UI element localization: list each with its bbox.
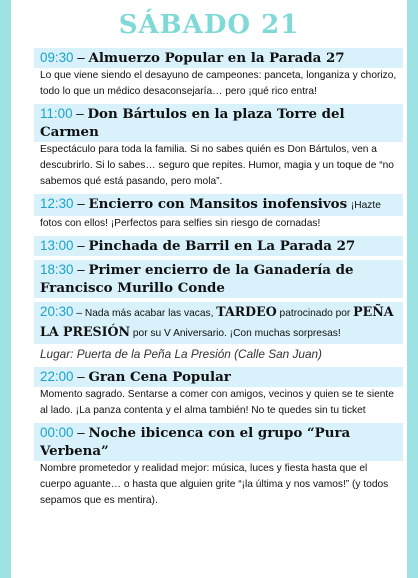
event-header [34,236,403,256]
event-description: fotos con ellos! ¡Perfectos para selfies sin riesgo de cornadas! [40,218,321,229]
dash: – [77,369,85,384]
event-description: Nombre prometedor y realidad mejor: música, luces y fiesta hasta que el cuerpo aguante… o hasta que alguien grite “¡la última y nos vamos!” (y todos sepamos que es mentira). [40,463,389,506]
event-time: 13:00 [40,238,74,253]
dash: – [77,425,85,440]
event-description: Lo que viene siendo el desayuno de campeones: panceta, longaniza y chorizo, todo lo que un médico desaconsejaría… pero ¡qué rico entra! [40,70,397,97]
event-inline-text: ¡Hazte [350,200,381,211]
event-time: 22:00 [40,369,74,384]
event-description: Espectáculo para toda la familia. Si no sabes quién es Don Bártulos, ven a descubrirlo. Si lo sabes… seguro que repites. Humor, magia y un toque de “no sabemos qué está pasando, pero mola”. [40,144,394,187]
event-name: Pinchada de Barril en La Parada 27 [88,238,356,254]
tardeo-label: TARDEO [216,304,277,319]
event-name: Almuerzo Popular en la Parada 27 [88,50,345,66]
event-header [34,423,403,461]
event-header [34,104,403,142]
page-title: SÁBADO 21 [118,10,300,40]
event-header [34,260,403,298]
event-pre-text: Nada más acabar las vacas, [84,308,214,319]
dash: – [77,196,85,211]
event-name: Noche ibicenca con el grupo “Pura Verbena” [40,425,351,459]
event-1100 [11,104,407,190]
event-2200 [11,367,407,419]
event-header [34,367,403,387]
event-time: 00:00 [40,425,74,440]
dash: – [77,238,85,253]
event-time: 18:30 [40,262,74,277]
event-name: Don Bártulos en la plaza Torre del Carmen [40,106,345,140]
event-time: 09:30 [40,50,74,65]
event-location: Lugar: Puerta de la Peña La Presión (Calle San Juan) [40,347,322,361]
event-1830 [11,260,407,298]
event-header [34,302,403,344]
event-1230 [11,194,407,232]
event-time: 11:00 [40,106,73,121]
event-header [34,48,403,68]
dash: – [76,308,83,319]
event-name: Gran Cena Popular [88,369,231,385]
event-2030 [11,302,407,362]
event-description: Momento sagrado. Sentarse a comer con amigos, vecinos y quien se te siente al lado. ¡La panza contenta y el alma también! No te quedes sin tu ticket [40,389,394,416]
event-time: 12:30 [40,196,74,211]
dash: – [77,50,85,65]
event-name: Encierro con Mansitos inofensivos [88,196,348,212]
dash: – [77,262,85,277]
event-0930 [11,48,407,100]
event-name: Primer encierro de la Ganadería de Francisco Murillo Conde [40,262,354,296]
event-time: 20:30 [40,304,74,319]
event-mid-text: patrocinado por [279,308,351,319]
event-1300 [11,236,407,256]
event-0000 [11,423,407,509]
sponsor-name: PEÑA LA PRESIÓN [40,304,394,339]
event-header [34,194,403,216]
program-page [11,0,407,578]
dash: – [76,106,84,121]
event-post-text: por su V Aniversario. ¡Con muchas sorpresas! [132,328,341,339]
